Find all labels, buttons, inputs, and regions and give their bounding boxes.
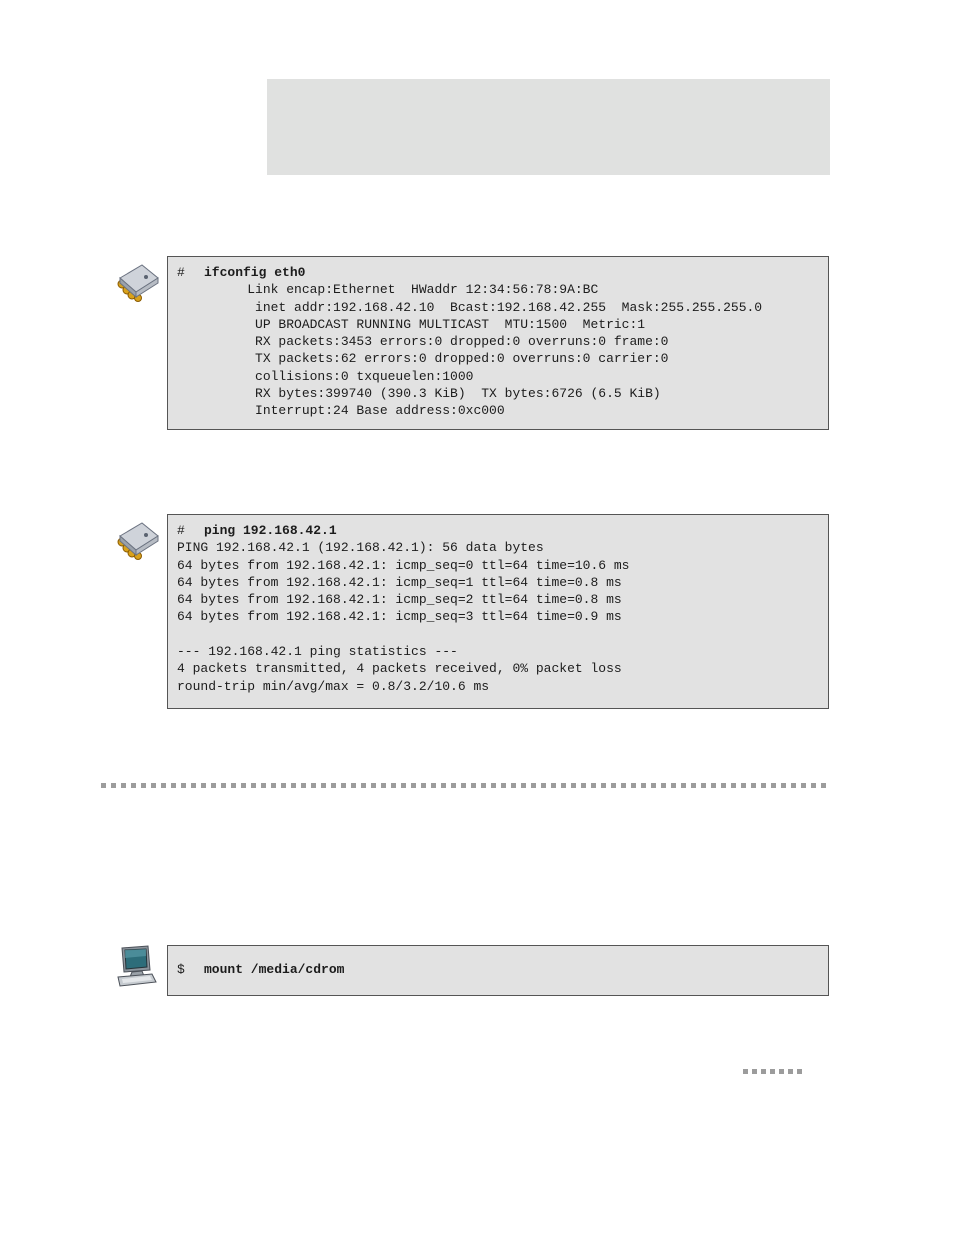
output-line: 4 packets transmitted, 4 packets received, 0% packet loss: [177, 661, 622, 677]
output-line: inet addr:192.168.42.10 Bcast:192.168.42.255 Mask:255.255.255.0: [177, 299, 763, 315]
output-line: TX packets:62 errors:0 dropped:0 overruns:0 carrier:0: [177, 351, 669, 367]
shell-prompt: #: [177, 265, 185, 280]
output-line: Link encap:Ethernet HWaddr 12:34:56:78:9A:BC: [177, 282, 599, 298]
output-line: PING 192.168.42.1 (192.168.42.1): 56 data bytes: [177, 540, 544, 556]
ping-code-block: [167, 514, 829, 709]
command-text: ping 192.168.42.1: [204, 523, 337, 538]
output-line: 64 bytes from 192.168.42.1: icmp_seq=1 ttl=64 time=0.8 ms: [177, 574, 622, 590]
output-line: RX bytes:399740 (390.3 KiB) TX bytes:6726 (6.5 KiB): [177, 386, 661, 402]
output-line: 64 bytes from 192.168.42.1: icmp_seq=3 ttl=64 time=0.9 ms: [177, 609, 622, 625]
output-line: [177, 626, 828, 643]
command-text: ifconfig eth0: [204, 265, 306, 280]
section-divider: [101, 783, 827, 788]
output-line: 64 bytes from 192.168.42.1: icmp_seq=2 ttl=64 time=0.8 ms: [177, 592, 622, 608]
computer-icon: [114, 944, 160, 984]
shell-prompt: $: [177, 962, 185, 977]
output-line: 64 bytes from 192.168.42.1: icmp_seq=0 ttl=64 time=10.6 ms: [177, 557, 630, 573]
output-line: UP BROADCAST RUNNING MULTICAST MTU:1500 Metric:1: [177, 316, 646, 332]
output-line: Interrupt:24 Base address:0xc000: [177, 403, 505, 419]
output-line: --- 192.168.42.1 ping statistics ---: [177, 644, 458, 660]
dotted-marker: [743, 1069, 802, 1074]
chip-icon: [114, 262, 160, 302]
ifconfig-code-block: [167, 256, 829, 430]
mount-code-block: [167, 945, 829, 996]
shell-prompt: #: [177, 523, 185, 538]
output-line: round-trip min/avg/max = 0.8/3.2/10.6 ms: [177, 678, 490, 694]
output-line: collisions:0 txqueuelen:1000: [177, 368, 474, 384]
command-text: mount /media/cdrom: [204, 962, 345, 977]
gray-placeholder-box: [267, 79, 830, 175]
chip-icon: [114, 520, 160, 560]
output-line: RX packets:3453 errors:0 dropped:0 overruns:0 frame:0: [177, 334, 669, 350]
